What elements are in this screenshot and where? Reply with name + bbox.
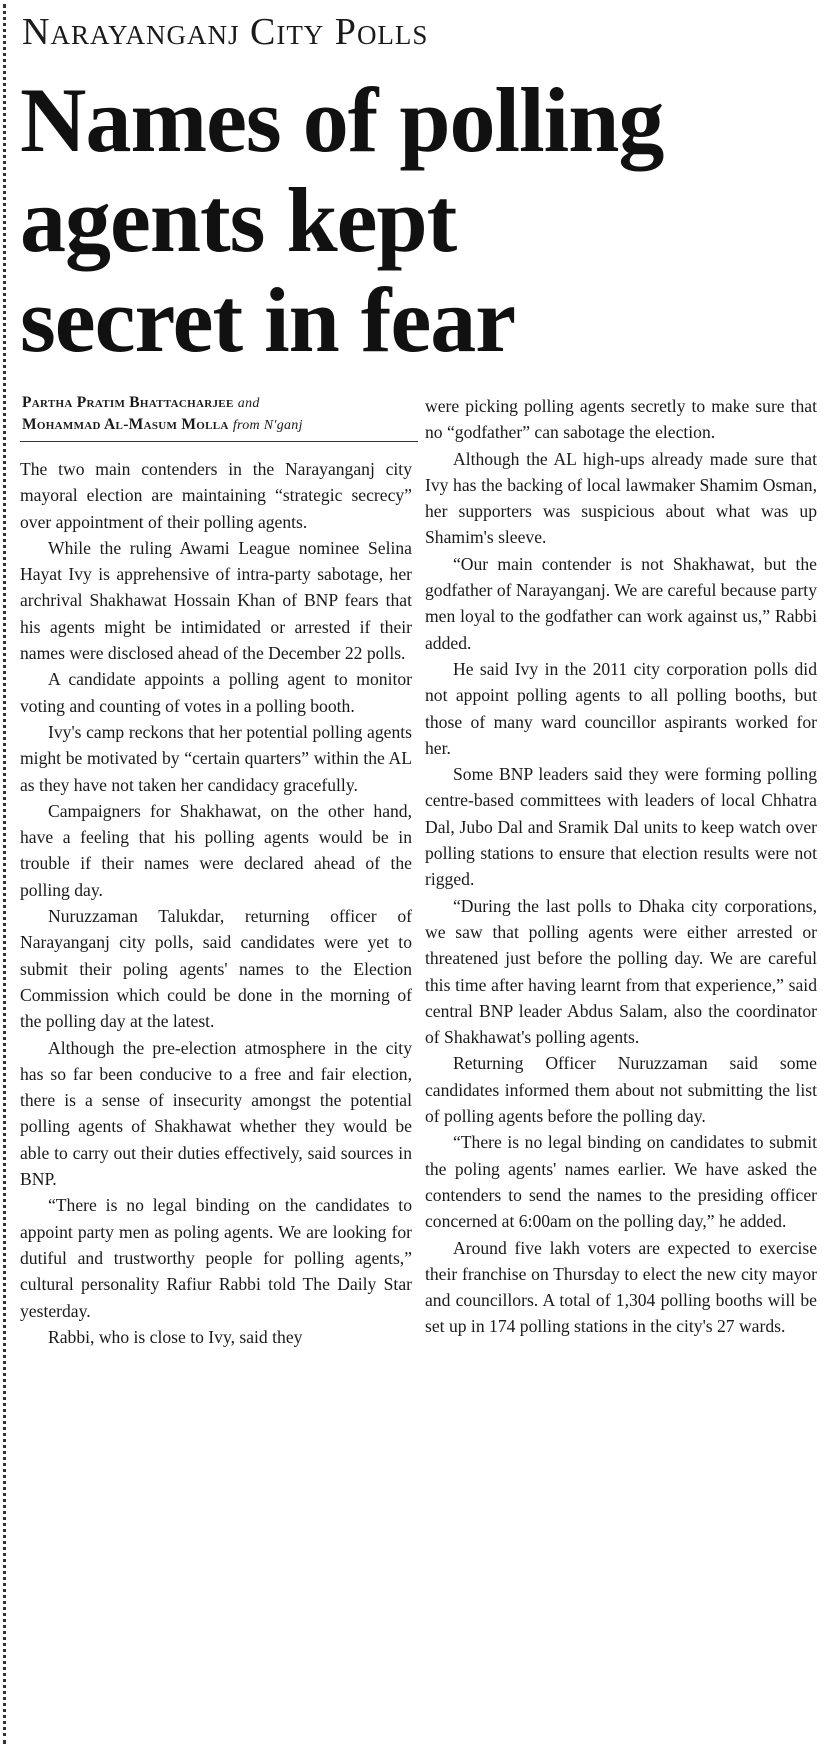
headline-line-1: Names of polling bbox=[20, 69, 664, 171]
left-column bbox=[20, 456, 412, 1350]
paragraph: Although the AL high-ups already made sure that Ivy has the backing of local lawmaker Shamim Osman, her supporters was suspicious about what was up Shamim's sleeve. bbox=[425, 448, 817, 548]
byline-line-1 bbox=[22, 392, 422, 414]
paragraph: “There is no legal binding on candidates to submit the poling agents' names earlier. We have asked the contenders to send the names to the presiding officer concerned at 6:00am on the polling day,” he added. bbox=[425, 1132, 817, 1232]
paragraph: He said Ivy in the 2011 city corporation polls did not appoint polling agents to all polling booths, but those of many ward councillor aspirants worked for her. bbox=[425, 658, 817, 758]
paragraph: While the ruling Awami League nominee Selina Hayat Ivy is apprehensive of intra-party sabotage, her archrival Shakhawat Hossain Khan of BNP fears that his agents might be intimidated or arrested if their names were disclosed ahead of the December 22 polls. bbox=[20, 537, 412, 664]
paragraph: Campaigners for Shakhawat, on the other hand, have a feeling that his polling agents would be in trouble if their names were declared ahead of the polling day. bbox=[20, 800, 412, 900]
byline-divider bbox=[20, 441, 418, 442]
section-kicker: Narayanganj City Polls bbox=[22, 11, 429, 53]
paragraph: “During the last polls to Dhaka city corporations, we saw that polling agents were either arrested or threatened just before the polling day. We are careful this time after having learnt from that experience,” said central BNP leader Abdus Salam, also the coordinator of Shakhawat's polling agents. bbox=[425, 895, 817, 1048]
paragraph: Rabbi, who is close to Ivy, said they bbox=[48, 1326, 303, 1347]
paragraph: Around five lakh voters are expected to exercise their franchise on Thursday to elect the new city mayor and councillors. A total of 1,304 polling booths will be set up in 174 polling stations in the city's 27 wards. bbox=[425, 1237, 817, 1337]
byline bbox=[22, 392, 422, 436]
paragraph: Some BNP leaders said they were forming polling centre-based committees with leaders of local Chhatra Dal, Jubo Dal and Sramik Dal units to keep watch over polling stations to ensure that election results were not rigged. bbox=[425, 764, 817, 890]
byline-author-1: Partha Pratim Bhattacharjee bbox=[22, 394, 234, 411]
headline bbox=[20, 70, 820, 370]
byline-author-2: Mohammad Al-Masum Molla bbox=[22, 416, 229, 433]
byline-from: from N'ganj bbox=[232, 418, 303, 433]
paragraph: Ivy's camp reckons that her potential polling agents might be motivated by “certain quarters” within the AL as they have not taken her candidacy gracefully. bbox=[20, 721, 412, 795]
paragraph: Returning Officer Nuruzzaman said some candidates informed them about not submitting the list of polling agents before the polling day. bbox=[425, 1053, 817, 1127]
right-column bbox=[425, 393, 817, 1340]
byline-line-2 bbox=[22, 414, 422, 436]
paragraph: Nuruzzaman Talukdar, returning officer of Narayanganj city polls, said candidates were yet to submit their poling agents' names to the Election Commission which could be done in the morning of the polling day at the latest. bbox=[20, 906, 412, 1032]
paragraph: “Our main contender is not Shakhawat, but the godfather of Narayanganj. We are careful because party men loyal to the godfather can work against us,” Rabbi added. bbox=[425, 553, 817, 653]
paragraph: were picking polling agents secretly to make sure that no “godfather” can sabotage the election. bbox=[425, 396, 817, 443]
byline-and: and bbox=[237, 396, 260, 411]
headline-line-3: secret in fear bbox=[20, 269, 516, 371]
paragraph: “There is no legal binding on the candidates to appoint party men as poling agents. We are looking for dutiful and trustworthy people for polling agents,” cultural personality Rafiur Rabbi told The Daily Star yesterday. bbox=[20, 1195, 412, 1321]
paragraph: Although the pre-election atmosphere in the city has so far been conducive to a free and fair election, there is a sense of insecurity amongst the potential polling agents of Shakhawat whether they would be able to carry out their duties effectively, said sources in BNP. bbox=[20, 1037, 412, 1190]
headline-line-2: agents kept bbox=[20, 169, 457, 271]
paragraph: The two main contenders in the Narayanganj city mayoral election are maintaining “strategic secrecy” over appointment of their polling agents. bbox=[20, 459, 412, 532]
dotted-cut-border bbox=[3, 4, 6, 1744]
paragraph: A candidate appoints a polling agent to monitor voting and counting of votes in a polling booth. bbox=[20, 669, 412, 716]
